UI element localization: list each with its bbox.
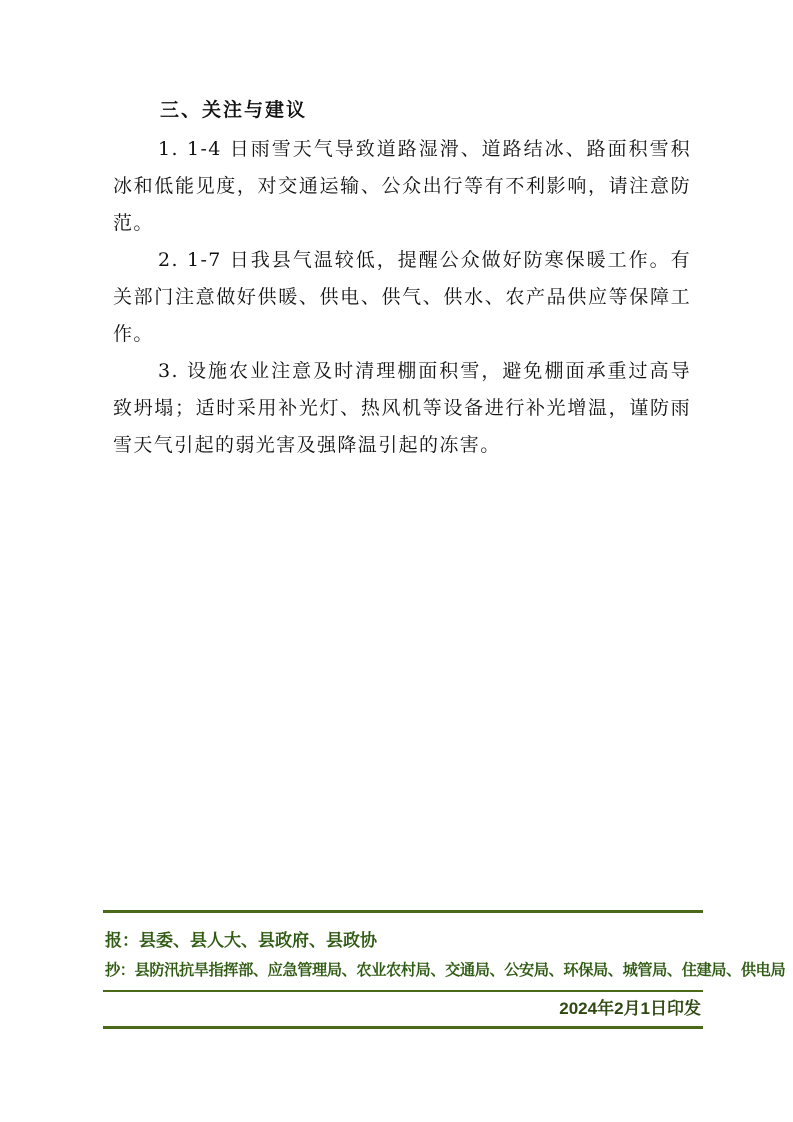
- footer-middle-rule: [103, 990, 703, 992]
- report-to-line: 报：县委、县人大、县政府、县政协: [105, 931, 377, 950]
- advice-item-3: 3. 设施农业注意及时清理棚面积雪，避免棚面承重过高导致坍塌；适时采用补光灯、热风机等设备进行补光增温，谨防雨雪天气引起的弱光害及强降温引起的冻害。: [113, 360, 692, 456]
- issue-date: 2024年2月1日印发: [559, 999, 701, 1018]
- copy-to-line: 抄：县防汛抗旱指挥部、应急管理局、农业农村局、交通局、公安局、环保局、城管局、住建局、供电局: [105, 962, 786, 979]
- footer-bottom-rule: [103, 1026, 703, 1029]
- section-heading: 三、关注与建议: [160, 99, 308, 121]
- advice-item-2: 2. 1-7 日我县气温较低，提醒公众做好防寒保暖工作。有关部门注意做好供暖、供电、供气、供水、农产品供应等保障工作。: [113, 249, 691, 345]
- distribution-footer: [103, 908, 786, 1032]
- footer-top-rule: [103, 910, 703, 913]
- advice-item-1: 1. 1-4 日雨雪天气导致道路湿滑、道路结冰、路面积雪积冰和低能见度，对交通运输、公众出行等有不利影响，请注意防范。: [113, 138, 691, 234]
